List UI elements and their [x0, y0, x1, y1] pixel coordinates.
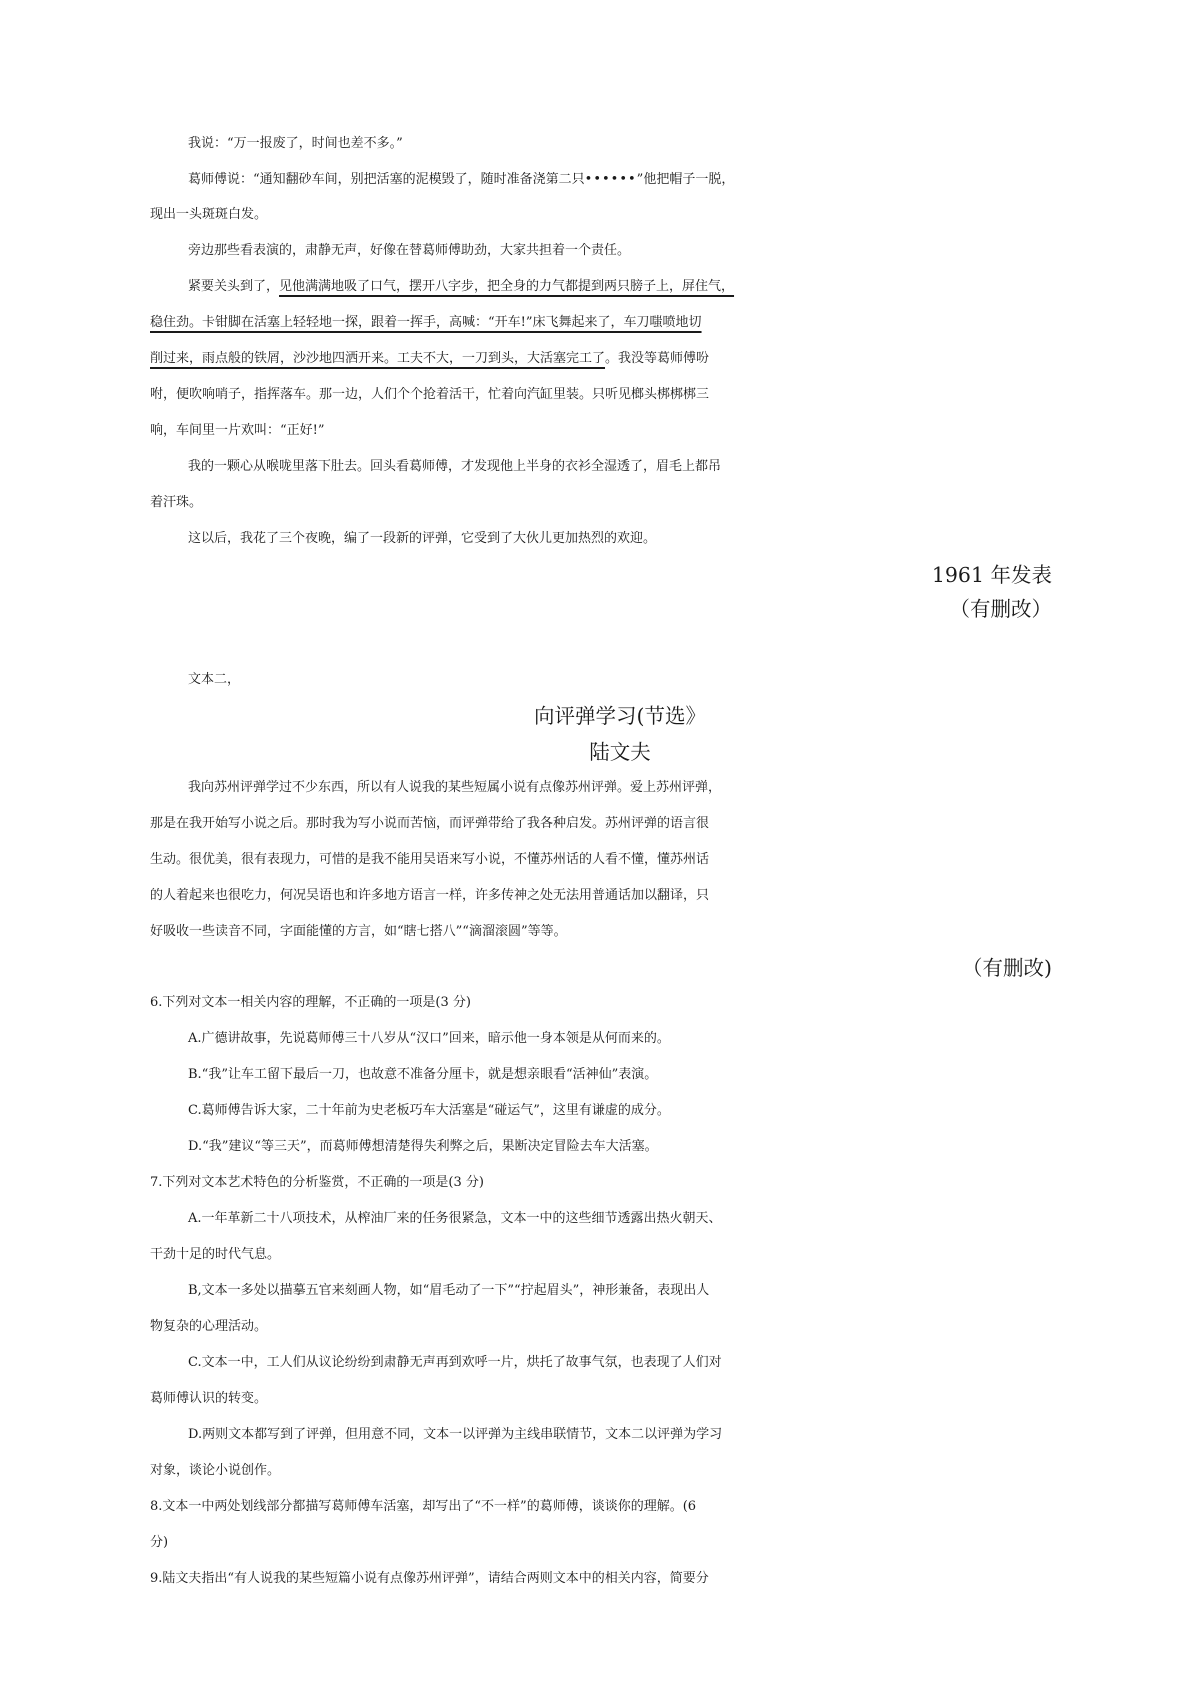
text1-paragraph: 我的一颗心从喉咙里落下肚去。回头看葛师傅，才发现他上半身的衣衫全湿透了，眉毛上都吊	[188, 459, 722, 474]
underlined-passage: 见他满满地吸了口气，摆开八字步，把全身的力气都提到两只膀子上，屏住气，	[279, 279, 735, 294]
text1-line	[0, 306, 1200, 340]
text1-line: 咐，便吹响哨子，指挥落车。那一边，人们个个抢着活干，忙着向汽缸里装。只听见榔头梆梆梆三	[150, 387, 710, 402]
question-7-option-d-cont: 对象，谈论小说创作。	[150, 1463, 281, 1478]
question-6-option-c: C.葛师傅告诉大家，二十年前为史老板巧车大活塞是“碰运气”，这里有谦虚的成分。	[188, 1103, 670, 1118]
question-6-option-a: A.广德讲故事，先说葛师傅三十八岁从“汉口”回来，暗示他一身本领是从何而来的。	[188, 1031, 670, 1046]
question-7-option-b: B,文本一多处以描摹五官来刻画人物，如“眉毛动了一下”“拧起眉头”，神形兼备，表现出人	[188, 1283, 710, 1298]
text1-paragraph: 我说：“万一报废了，时间也差不多。”	[188, 136, 403, 151]
underlined-passage: 削过来，雨点般的铁屑，沙沙地四洒开来。工夫不大，一刀到头，大活塞完工了	[150, 351, 606, 366]
question-8-stem-cont: 分)	[150, 1535, 169, 1550]
underlined-passage: 稳住劲。卡钳脚在活塞上轻轻地一探，跟着一挥手，高喊：“开车!”床飞舞起来了，车刀嗤喷地切	[150, 315, 702, 330]
question-6-option-d: D.“我”建议“等三天”，而葛师傅想清楚得失利弊之后，果断决定冒险去车大活塞。	[188, 1139, 658, 1154]
text-span: 紧要关头到了，	[188, 279, 280, 294]
text1-line: 着汗珠。	[150, 495, 203, 510]
text2-line: 那是在我开始写小说之后。那时我为写小说而苦恼，而评弹带给了我各种启发。苏州评弹的语言很	[150, 816, 710, 831]
text-span: ”他把帽子一脱，	[636, 172, 735, 187]
text1-paragraph: 旁边那些看表演的，肃静无声，好像在替葛师傅助劲，大家共担着一个责任。	[188, 243, 631, 258]
text-span: 葛师傅说：“通知翻砂车间，别把活塞的泥模毁了，随时准备浇第二只	[188, 172, 585, 187]
text1-line: 响，车间里一片欢叫：“正好!”	[150, 423, 325, 438]
text1-line: 现出一头斑斑白发。	[150, 207, 268, 222]
text2-line: 生动。很优美，很有表现力，可惜的是我不能用吴语来写小说，不懂苏州话的人看不懂，懂苏州话	[150, 852, 710, 867]
text1-paragraph	[0, 270, 1200, 304]
text2-label: 文本二，	[188, 672, 241, 687]
edit-note: （有删改）	[949, 597, 1052, 621]
text1-line	[0, 342, 1200, 376]
question-7-option-b-cont: 物复杂的心理活动。	[150, 1319, 268, 1334]
question-7-option-c-cont: 葛师傅认识的转变。	[150, 1391, 268, 1406]
text2-line: 我向苏州评弹学过不少东西，所以有人说我的某些短属小说有点像苏州评弹。爱上苏州评弹，	[188, 780, 722, 795]
text2-line: 的人着起来也很吃力，何况吴语也和许多地方语言一样，许多传神之处无法用普通话加以翻译，只	[150, 888, 710, 903]
question-8-stem: 8.文本一中两处划线部分都描写葛师傅车活塞，却写出了“不一样”的葛师傅，谈谈你的理解。(6	[150, 1499, 697, 1514]
question-7-option-a-cont: 干劲十足的时代气息。	[150, 1247, 281, 1262]
question-7-option-a: A.一年革新二十八项技术，从榨油厂来的任务很紧急，文本一中的这些细节透露出热火朝天、	[188, 1211, 722, 1226]
question-9-stem: 9.陆文夫指出“有人说我的某些短篇小说有点像苏州评弹”，请结合两则文本中的相关内容，简要分	[150, 1571, 709, 1586]
question-7-option-c: C.文本一中，工人们从议论纷纷到肃静无声再到欢呼一片，烘托了故事气氛，也表现了人们对	[188, 1355, 722, 1370]
text2-author: 陆文夫	[589, 740, 651, 764]
question-6-stem: 6.下列对文本一相关内容的理解，不正确的一项是(3 分)	[150, 995, 471, 1010]
text2-line: 好吸收一些读音不同，字面能懂的方言，如“瞎七搭八”“滴溜滚圆”等等。	[150, 924, 567, 939]
question-6-option-b: B.“我”让车工留下最后一刀，也故意不准备分厘卡，就是想亲眼看“活神仙”表演。	[188, 1067, 658, 1082]
ellipsis-dots: ••••••	[584, 172, 637, 187]
question-7-stem: 7.下列对文本艺术特色的分析鉴赏，不正确的一项是(3 分)	[150, 1175, 484, 1190]
publish-date: 1961 年发表	[931, 563, 1052, 587]
text1-paragraph: 这以后，我花了三个夜晚，编了一段新的评弹，它受到了大伙儿更加热烈的欢迎。	[188, 531, 657, 546]
edit-note: （有删改)	[962, 956, 1052, 980]
question-7-option-d: D.两则文本都写到了评弹，但用意不同，文本一以评弹为主线串联情节，文本二以评弹为学习	[188, 1427, 723, 1442]
text2-title: 向评弹学习(节选》	[534, 704, 706, 728]
text1-paragraph	[0, 163, 1200, 197]
text-span: 。我没等葛师傅吩	[605, 351, 710, 366]
